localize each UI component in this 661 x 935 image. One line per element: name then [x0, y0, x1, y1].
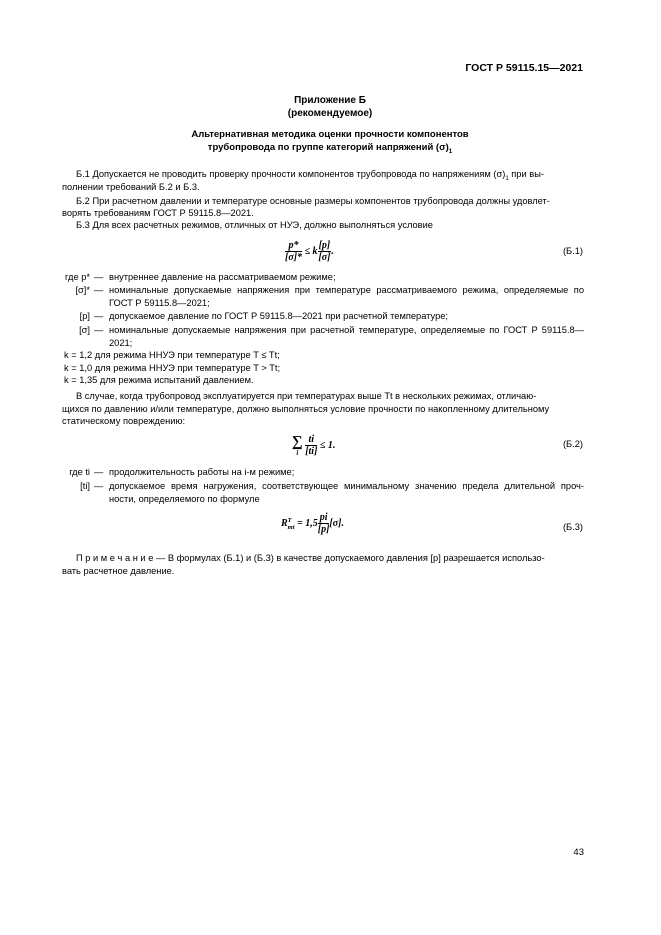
formula-b3-lhs-indices: T mt [287, 516, 295, 531]
appendix-subtitle-line2 [60, 142, 600, 155]
formula-b2-number: (Б.2) [562, 439, 583, 449]
formula-b2-sum: ∑ i [292, 433, 303, 457]
k-value-3: k = 1,35 для режима испытаний давлением. [64, 375, 254, 385]
paragraph-b1-line2: полнении требований Б.2 и Б.3. [62, 182, 200, 192]
note-label: П р и м е ч а н и е [76, 553, 154, 563]
k-value-1: k = 1,2 для режима ННУЭ при температуре T ≤ Tt; [64, 350, 280, 360]
subtitle-text: трубопровода по группе категорий напряжений (σ) [207, 142, 449, 153]
page-number: 43 [573, 847, 584, 858]
formula-b3-tail: [σ]. [329, 517, 344, 529]
formula-b1-number: (Б.1) [562, 246, 583, 256]
formula-b3-equals: = 1,5 [297, 517, 318, 529]
formula-b3 [281, 512, 344, 535]
formula-b3-fraction: $\frac{pi}{[p]}$ [317, 512, 330, 535]
paragraph-b2-line1: Б.2 При расчетном давлении и температуре основные размеры компонентов трубопровода должны удовлет- [76, 196, 550, 206]
note-line2: вать расчетное давление. [62, 566, 175, 576]
long-term-line3: статическому повреждению: [62, 416, 186, 426]
k-value-2: k = 1,0 для режима ННУЭ при температуре T > Tt; [64, 363, 281, 373]
definitions-b2: где ti — продолжительность работы на i-м режиме; [ti] — допускаемое время нагружения, соответствующее минимальному значению предела длительной проч-ности, определяемого по формуле [69, 467, 584, 504]
long-term-line1: В случае, когда трубопровод эксплуатируется при температурах выше Tt в нескольких режимах, отличаю- [76, 391, 537, 401]
appendix-status: (рекомендуемое) [287, 108, 373, 119]
appendix-subtitle-line1: Альтернативная методика оценки прочности компонентов [191, 129, 469, 140]
b1-text-end: при вы- [508, 169, 544, 179]
paragraph-b3: Б.3 Для всех расчетных режимов, отличных от НУЭ, должно выполняться условие [76, 220, 433, 230]
long-term-line2: щихся по давлению и/или температуре, должно выполняться условие прочности по накопленному длительному [62, 404, 550, 414]
formula-b3-lhs: R [281, 517, 288, 529]
subtitle-subscript: 1 [448, 147, 453, 155]
formula-b1-tail: . [331, 245, 334, 257]
note-line1 [76, 552, 584, 565]
formula-b2-rhs: ≤ 1. [319, 439, 336, 451]
paragraph-b2-line2: ворять требованиям ГОСТ Р 59115.8—2021. [62, 208, 254, 218]
formula-b1 [285, 240, 334, 263]
definitions-b1: где p* — внутреннее давление на рассматриваемом режиме; [σ]* — номинальные допускаемые напряжения при температуре рассматриваемого режима, определяемые по ГОСТ Р 59115.8—2021; [p] — допускаемое давление по ГОСТ Р 59115.8—2021 при расчетной температуре; [σ] — номинальные допускаемые напряжения при расчетной температуре, определяемые по ГОСТ Р 59115.8—2021; [65, 272, 584, 348]
b1-sub: 1 [505, 175, 509, 182]
formula-b2 [292, 434, 335, 457]
appendix-title: Приложение Б [294, 95, 366, 106]
formula-b3-number: (Б.3) [562, 522, 583, 532]
formula-b1-relation: ≤ k [304, 245, 318, 257]
formula-b1-rhs: $\frac{[p]}{[\sigma]}$ [318, 240, 331, 263]
standard-header: ГОСТ Р 59115.15—2021 [465, 62, 583, 74]
b1-text: Б.1 Допускается не проводить проверку прочности компонентов трубопровода по напряжениям (σ) [76, 169, 506, 179]
note-text-1: — В формулах (Б.1) и (Б.3) в качестве допускаемого давления [p] разрешается использо- [153, 553, 545, 563]
formula-b2-fraction: $\frac{ti}{[ti]}$ [305, 434, 318, 457]
formula-b1-lhs: $\frac{p*}{[\sigma]*}$ [285, 240, 303, 263]
